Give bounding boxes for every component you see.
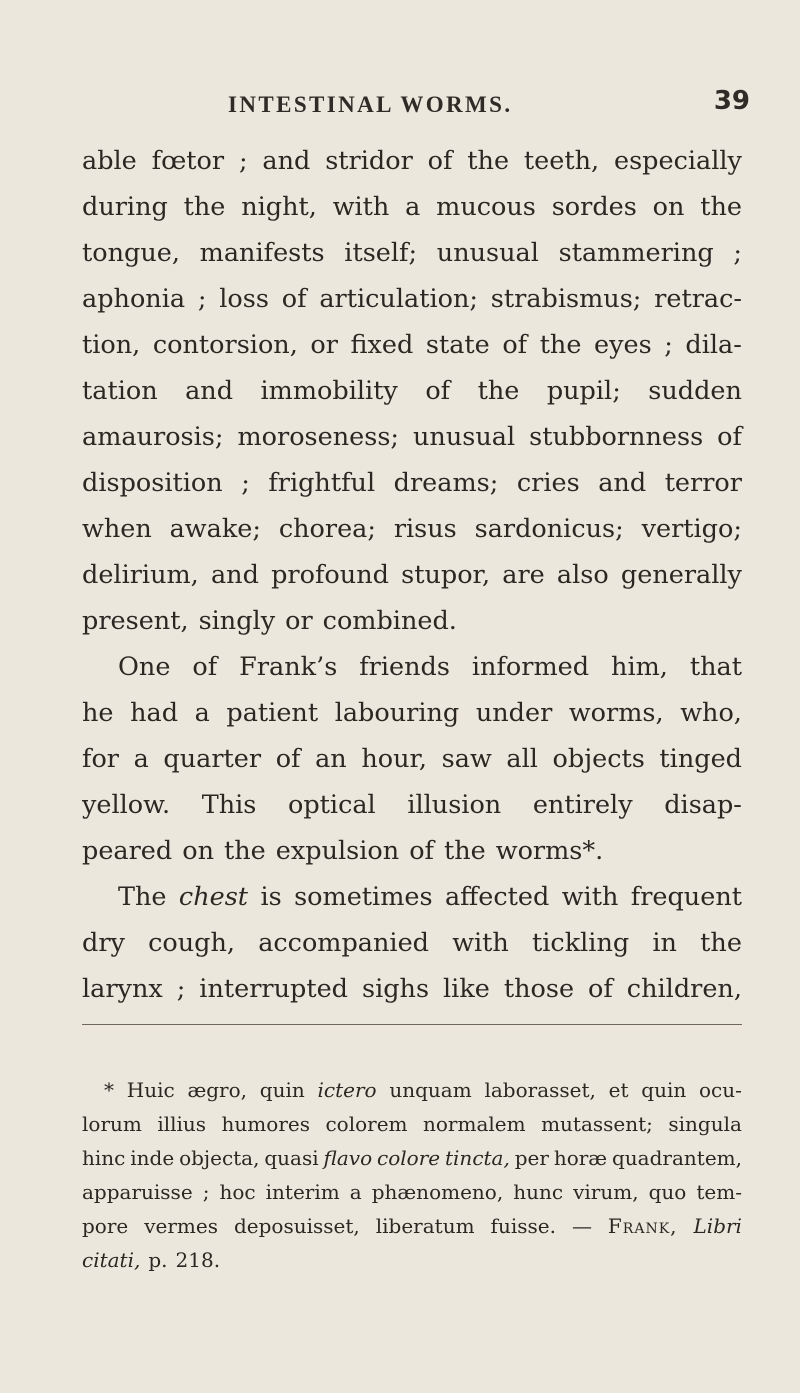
word: terror [664, 468, 742, 498]
word: chest [178, 882, 249, 912]
word: tion, [82, 330, 141, 360]
word: ; [238, 146, 248, 176]
text-line [82, 698, 742, 728]
word: stammering [558, 238, 714, 268]
word: generally [620, 560, 742, 590]
footnote-line [104, 1078, 742, 1102]
word: liberatum [375, 1214, 475, 1238]
word: profound [271, 560, 389, 590]
word: dila- [685, 330, 742, 360]
word: retrac- [654, 284, 742, 314]
footnote-reference: worms*. [495, 836, 604, 866]
word: the [477, 376, 520, 406]
word: quin [259, 1078, 305, 1102]
word: and [185, 376, 234, 406]
word: the [700, 192, 742, 222]
word: present, [82, 606, 189, 636]
word: — [571, 1214, 592, 1238]
word: worms, [568, 698, 664, 728]
word: risus [393, 514, 457, 544]
word: strabismus; [490, 284, 642, 314]
word: hoc [219, 1180, 256, 1204]
word: ; [197, 284, 207, 314]
text-line [82, 238, 742, 268]
word: tongue, [82, 238, 180, 268]
word: of [275, 744, 301, 774]
word: flavo [323, 1146, 373, 1170]
word: citati, [82, 1248, 141, 1272]
footnote-line [82, 1214, 742, 1238]
word: stupor, [401, 560, 491, 590]
word: stubbornness [529, 422, 704, 452]
word: mucous [436, 192, 536, 222]
word: with [452, 928, 509, 958]
word: a [133, 744, 149, 774]
word: informed [471, 652, 590, 682]
word: dry [82, 928, 125, 958]
word: able [82, 146, 137, 176]
word: fuisse. [490, 1214, 556, 1238]
word: The [118, 882, 167, 912]
word: normalem [423, 1112, 526, 1136]
word: children, [626, 974, 742, 1004]
page-number: 39 [713, 86, 750, 116]
word: quadrantem, [612, 1146, 742, 1170]
word: quasi [264, 1146, 319, 1170]
word: hunc [513, 1180, 564, 1204]
word: state [425, 330, 490, 360]
word: phænomeno, [371, 1180, 504, 1204]
word: pore [82, 1214, 129, 1238]
word: for [82, 744, 119, 774]
text-line [82, 514, 742, 544]
word: apparuisse [82, 1180, 193, 1204]
word: of [717, 422, 742, 452]
word: illusion [407, 790, 502, 820]
word: like [443, 974, 490, 1004]
word: et [608, 1078, 629, 1102]
word: dreams; [393, 468, 499, 498]
word: sometimes [294, 882, 433, 912]
word: of [409, 836, 434, 866]
word: also [556, 560, 609, 590]
text-line [82, 468, 742, 498]
word: he [82, 698, 114, 728]
word: quo [648, 1180, 687, 1204]
word: fœtor [151, 146, 225, 176]
word: Huic [126, 1078, 175, 1102]
footnote-line [82, 1112, 742, 1136]
text-line [82, 928, 742, 958]
word: sordes [551, 192, 637, 222]
word: saw [441, 744, 492, 774]
word: 218. [175, 1248, 221, 1272]
word: all [506, 744, 538, 774]
word: virum, [573, 1180, 639, 1204]
word: peared [82, 836, 173, 866]
word: frequent [630, 882, 742, 912]
word: tation [82, 376, 158, 406]
footnote-line [82, 1248, 742, 1272]
text-line [82, 422, 742, 452]
word: and [262, 146, 311, 176]
footnote-rule [82, 1024, 742, 1025]
word: sardonicus; [474, 514, 624, 544]
word: tinged [659, 744, 742, 774]
footnote-marker: * [104, 1078, 114, 1102]
word: quin [641, 1078, 687, 1102]
word: p. [148, 1248, 168, 1272]
word: aphonia [82, 284, 186, 314]
word: disap- [664, 790, 742, 820]
word: accompanied [258, 928, 430, 958]
word: of [502, 330, 528, 360]
word: interrupted [199, 974, 349, 1004]
word: delirium, [82, 560, 199, 590]
word: This [201, 790, 257, 820]
word: night, [241, 192, 317, 222]
word: during [82, 192, 168, 222]
word: chorea; [278, 514, 376, 544]
word: awake; [169, 514, 261, 544]
word: tincta, [445, 1146, 510, 1170]
word: Libri [693, 1214, 742, 1238]
footnote-line [82, 1146, 742, 1170]
word: interim [265, 1180, 340, 1204]
word: an [315, 744, 347, 774]
word: those [503, 974, 575, 1004]
word: eyes [594, 330, 652, 360]
word: sighs [361, 974, 430, 1004]
word: of [281, 284, 307, 314]
word: vermes [144, 1214, 218, 1238]
word: a [194, 698, 210, 728]
word: loss [219, 284, 269, 314]
word: yellow. [82, 790, 171, 820]
word: ; [241, 468, 250, 498]
word: tem- [696, 1180, 742, 1204]
running-title: INTESTINAL WORMS. [228, 92, 513, 117]
word: moroseness; [237, 422, 399, 452]
word: hour, [361, 744, 428, 774]
word: on [652, 192, 685, 222]
word: mutassent; [541, 1112, 653, 1136]
word: the [700, 928, 742, 958]
word: or [285, 606, 313, 636]
word: disposition [82, 468, 223, 498]
word: stridor [325, 146, 413, 176]
word: and [598, 468, 647, 498]
word: the [183, 192, 226, 222]
word: singula [668, 1112, 742, 1136]
text-line [82, 836, 742, 866]
word: ægro, [187, 1078, 248, 1102]
word: objects [552, 744, 645, 774]
word: are [502, 560, 545, 590]
word: tickling [532, 928, 630, 958]
word: immobility [260, 376, 398, 406]
word: hinc [82, 1146, 126, 1170]
word: under [475, 698, 553, 728]
word: ; [664, 330, 673, 360]
word: of [425, 376, 451, 406]
word: unusual [412, 422, 516, 452]
word: Frank’s [239, 652, 338, 682]
text-line [82, 606, 742, 636]
word: a [349, 1180, 362, 1204]
word: frightful [268, 468, 376, 498]
word: larynx [82, 974, 163, 1004]
text-line [82, 192, 742, 222]
word: of [427, 146, 453, 176]
word: who, [680, 698, 742, 728]
word: colore [377, 1146, 441, 1170]
word: cries [516, 468, 580, 498]
word: with [561, 882, 619, 912]
word: on [182, 836, 215, 866]
word: objecta, [179, 1146, 260, 1170]
word: unquam [389, 1078, 472, 1102]
text-line [82, 330, 742, 360]
word: humores [221, 1112, 310, 1136]
word: is [260, 882, 282, 912]
word: vertigo; [641, 514, 742, 544]
word: teeth, [523, 146, 600, 176]
word: the [443, 836, 486, 866]
word: affected [444, 882, 550, 912]
word: manifests [199, 238, 325, 268]
word: ; [733, 238, 742, 268]
word: contorsion, [152, 330, 298, 360]
word: One [118, 652, 171, 682]
word: fixed [350, 330, 414, 360]
word: ictero [317, 1078, 377, 1102]
word: lorum [82, 1112, 142, 1136]
word: optical [287, 790, 376, 820]
word: illius [157, 1112, 207, 1136]
word: had [130, 698, 179, 728]
word: per [514, 1146, 549, 1170]
word: of [192, 652, 218, 682]
text-line [82, 284, 742, 314]
word: especially [613, 146, 742, 176]
word: the [539, 330, 582, 360]
word: labouring [334, 698, 460, 728]
word: him, [611, 652, 668, 682]
word: when [82, 514, 152, 544]
word: of [588, 974, 613, 1004]
word: colorem [325, 1112, 408, 1136]
word: sudden [648, 376, 742, 406]
author-name: Frank, [607, 1214, 678, 1238]
word: deposuisset, [233, 1214, 360, 1238]
word: laborasset, [484, 1078, 596, 1102]
word: itself; [344, 238, 418, 268]
word: patient [226, 698, 319, 728]
word: expulsion [275, 836, 400, 866]
word: cough, [148, 928, 236, 958]
word: with [332, 192, 390, 222]
word: a [405, 192, 421, 222]
word: the [224, 836, 266, 866]
text-line [82, 790, 742, 820]
text-line [82, 974, 742, 1004]
text-line [82, 744, 742, 774]
word: entirely [532, 790, 633, 820]
word: ; [176, 974, 186, 1004]
word: unusual [436, 238, 539, 268]
text-line [118, 652, 742, 682]
word: or [310, 330, 338, 360]
text-line [82, 376, 742, 406]
word: ocu- [699, 1078, 742, 1102]
word: singly [198, 606, 276, 636]
word: combined. [322, 606, 457, 636]
word: amaurosis; [82, 422, 224, 452]
running-head [80, 86, 780, 126]
word: in [652, 928, 677, 958]
footnote-line [82, 1180, 742, 1204]
text-line [82, 146, 742, 176]
word: quarter [163, 744, 262, 774]
word: the [467, 146, 510, 176]
word: articulation; [319, 284, 478, 314]
text-line [118, 882, 742, 912]
word: ; [202, 1180, 210, 1204]
text-line [82, 560, 742, 590]
word: pupil; [546, 376, 621, 406]
word: friends [359, 652, 450, 682]
word: and [210, 560, 259, 590]
word: horæ [553, 1146, 608, 1170]
word: that [689, 652, 742, 682]
word: inde [130, 1146, 175, 1170]
